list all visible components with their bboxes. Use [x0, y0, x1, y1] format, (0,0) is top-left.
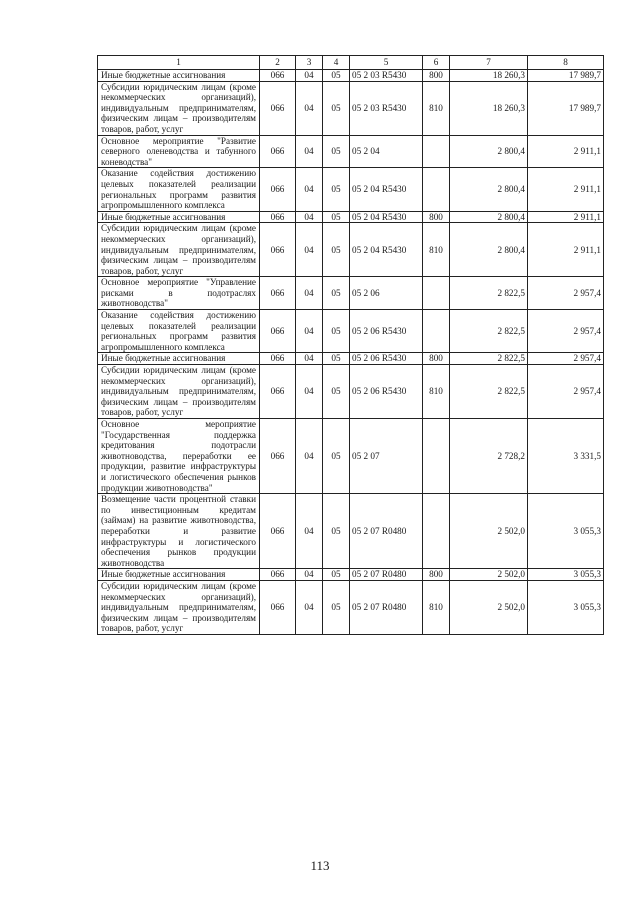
section-code-cell: 04	[296, 494, 323, 569]
section-code-cell: 04	[296, 70, 323, 82]
table-row	[98, 277, 604, 310]
subsection-code-cell: 05	[323, 223, 350, 277]
amount-year2-cell: 3 055,3	[528, 580, 604, 634]
expense-type-cell: 800	[423, 353, 450, 365]
target-article-cell: 05 2 06 R5430	[350, 310, 423, 353]
row-name-cell: Иные бюджетные ассигнования	[98, 211, 260, 223]
expense-type-cell: 810	[423, 580, 450, 634]
row-name-cell: Иные бюджетные ассигнования	[98, 569, 260, 581]
section-code-cell: 04	[296, 580, 323, 634]
row-name-cell: Субсидии юридическим лицам (кроме некоммерческих организаций), индивидуальным предпринимателям, физическим лицам – производителям товаров, работ, услуг	[98, 365, 260, 419]
section-code-cell: 04	[296, 353, 323, 365]
amount-year2-cell: 2 957,4	[528, 365, 604, 419]
amount-year2-cell: 2 957,4	[528, 353, 604, 365]
amount-year1-cell: 2 800,4	[450, 223, 528, 277]
target-article-cell: 05 2 06 R5430	[350, 365, 423, 419]
table-row	[98, 135, 604, 168]
section-code-cell: 04	[296, 277, 323, 310]
amount-year1-cell: 2 502,0	[450, 580, 528, 634]
target-article-cell: 05 2 07 R0480	[350, 580, 423, 634]
target-article-cell: 05 2 07 R0480	[350, 569, 423, 581]
subsection-code-cell: 05	[323, 419, 350, 494]
column-header: 5	[350, 56, 423, 70]
target-article-cell: 05 2 04 R5430	[350, 223, 423, 277]
amount-year2-cell: 2 911,1	[528, 135, 604, 168]
ministry-code-cell: 066	[260, 211, 296, 223]
amount-year2-cell: 2 911,1	[528, 211, 604, 223]
table-row	[98, 168, 604, 211]
subsection-code-cell: 05	[323, 277, 350, 310]
column-header: 2	[260, 56, 296, 70]
ministry-code-cell: 066	[260, 135, 296, 168]
subsection-code-cell: 05	[323, 569, 350, 581]
row-name-cell: Субсидии юридическим лицам (кроме некоммерческих организаций), индивидуальным предпринимателям, физическим лицам – производителям товаров, работ, услуг	[98, 580, 260, 634]
target-article-cell: 05 2 06 R5430	[350, 353, 423, 365]
section-code-cell: 04	[296, 211, 323, 223]
column-header: 4	[323, 56, 350, 70]
expense-type-cell	[423, 277, 450, 310]
amount-year1-cell: 2 502,0	[450, 569, 528, 581]
column-header: 6	[423, 56, 450, 70]
table-row	[98, 569, 604, 581]
section-code-cell: 04	[296, 223, 323, 277]
target-article-cell: 05 2 04 R5430	[350, 168, 423, 211]
amount-year1-cell: 2 800,4	[450, 168, 528, 211]
column-header: 7	[450, 56, 528, 70]
table-row	[98, 494, 604, 569]
target-article-cell: 05 2 07	[350, 419, 423, 494]
amount-year1-cell: 2 822,5	[450, 365, 528, 419]
amount-year1-cell: 18 260,3	[450, 81, 528, 135]
row-name-cell: Иные бюджетные ассигнования	[98, 70, 260, 82]
table-row	[98, 70, 604, 82]
amount-year1-cell: 2 728,2	[450, 419, 528, 494]
subsection-code-cell: 05	[323, 494, 350, 569]
amount-year1-cell: 2 800,4	[450, 135, 528, 168]
table-row	[98, 419, 604, 494]
subsection-code-cell: 05	[323, 70, 350, 82]
ministry-code-cell: 066	[260, 365, 296, 419]
ministry-code-cell: 066	[260, 569, 296, 581]
amount-year1-cell: 2 800,4	[450, 211, 528, 223]
amount-year2-cell: 2 957,4	[528, 310, 604, 353]
column-header: 8	[528, 56, 604, 70]
ministry-code-cell: 066	[260, 277, 296, 310]
ministry-code-cell: 066	[260, 223, 296, 277]
table-row	[98, 211, 604, 223]
target-article-cell: 05 2 04	[350, 135, 423, 168]
target-article-cell: 05 2 06	[350, 277, 423, 310]
ministry-code-cell: 066	[260, 580, 296, 634]
amount-year1-cell: 2 822,5	[450, 310, 528, 353]
section-code-cell: 04	[296, 419, 323, 494]
expense-type-cell: 800	[423, 70, 450, 82]
subsection-code-cell: 05	[323, 310, 350, 353]
amount-year2-cell: 3 055,3	[528, 494, 604, 569]
expense-type-cell: 810	[423, 365, 450, 419]
amount-year2-cell: 3 055,3	[528, 569, 604, 581]
row-name-cell: Субсидии юридическим лицам (кроме некоммерческих организаций), индивидуальным предпринимателям, физическим лицам – производителям товаров, работ, услуг	[98, 81, 260, 135]
expense-type-cell: 810	[423, 81, 450, 135]
subsection-code-cell: 05	[323, 365, 350, 419]
column-header: 3	[296, 56, 323, 70]
amount-year1-cell: 2 502,0	[450, 494, 528, 569]
target-article-cell: 05 2 04 R5430	[350, 211, 423, 223]
section-code-cell: 04	[296, 569, 323, 581]
subsection-code-cell: 05	[323, 135, 350, 168]
table-row	[98, 353, 604, 365]
row-name-cell: Иные бюджетные ассигнования	[98, 353, 260, 365]
column-header: 1	[98, 56, 260, 70]
amount-year2-cell: 2 911,1	[528, 168, 604, 211]
table-row	[98, 223, 604, 277]
subsection-code-cell: 05	[323, 580, 350, 634]
expense-type-cell: 800	[423, 211, 450, 223]
expense-type-cell	[423, 135, 450, 168]
expense-type-cell	[423, 494, 450, 569]
table-row	[98, 81, 604, 135]
section-code-cell: 04	[296, 168, 323, 211]
page-number: 113	[310, 858, 330, 873]
target-article-cell: 05 2 03 R5430	[350, 81, 423, 135]
table-header-row	[98, 56, 604, 70]
table-row	[98, 580, 604, 634]
ministry-code-cell: 066	[260, 70, 296, 82]
amount-year2-cell: 17 989,7	[528, 70, 604, 82]
ministry-code-cell: 066	[260, 494, 296, 569]
subsection-code-cell: 05	[323, 211, 350, 223]
expense-type-cell	[423, 310, 450, 353]
subsection-code-cell: 05	[323, 353, 350, 365]
table-row	[98, 310, 604, 353]
row-name-cell: Основное мероприятие "Развитие северного оленеводства и табунного коневодства"	[98, 135, 260, 168]
amount-year2-cell: 2 957,4	[528, 277, 604, 310]
ministry-code-cell: 066	[260, 81, 296, 135]
expense-type-cell	[423, 168, 450, 211]
ministry-code-cell: 066	[260, 419, 296, 494]
amount-year1-cell: 2 822,5	[450, 353, 528, 365]
amount-year1-cell: 2 822,5	[450, 277, 528, 310]
section-code-cell: 04	[296, 135, 323, 168]
subsection-code-cell: 05	[323, 168, 350, 211]
row-name-cell: Оказание содействия достижению целевых показателей реализации региональных программ развития агропромышленного комплекса	[98, 168, 260, 211]
expense-type-cell: 810	[423, 223, 450, 277]
subsection-code-cell: 05	[323, 81, 350, 135]
ministry-code-cell: 066	[260, 310, 296, 353]
amount-year2-cell: 2 911,1	[528, 223, 604, 277]
expense-type-cell	[423, 419, 450, 494]
ministry-code-cell: 066	[260, 168, 296, 211]
section-code-cell: 04	[296, 81, 323, 135]
row-name-cell: Субсидии юридическим лицам (кроме некоммерческих организаций), индивидуальным предпринимателям, физическим лицам – производителям товаров, работ, услуг	[98, 223, 260, 277]
budget-table	[97, 55, 604, 635]
section-code-cell: 04	[296, 310, 323, 353]
target-article-cell: 05 2 07 R0480	[350, 494, 423, 569]
row-name-cell: Оказание содействия достижению целевых показателей реализации региональных программ развития агропромышленного комплекса	[98, 310, 260, 353]
target-article-cell: 05 2 03 R5430	[350, 70, 423, 82]
ministry-code-cell: 066	[260, 353, 296, 365]
row-name-cell: Основное мероприятие "Управление рисками в подотраслях животноводства"	[98, 277, 260, 310]
expense-type-cell: 800	[423, 569, 450, 581]
table-row	[98, 365, 604, 419]
row-name-cell: Возмещение части процентной ставки по инвестиционным кредитам (займам) на развитие животноводства, переработки и развитие инфраструктуры и логистического обеспечения рынков продукции животноводства	[98, 494, 260, 569]
amount-year2-cell: 17 989,7	[528, 81, 604, 135]
section-code-cell: 04	[296, 365, 323, 419]
amount-year1-cell: 18 260,3	[450, 70, 528, 82]
amount-year2-cell: 3 331,5	[528, 419, 604, 494]
row-name-cell: Основное мероприятие "Государственная поддержка кредитования подотрасли животноводства, переработки ее продукции, развитие инфраструктуры и логистического обеспечения рынков продукции животноводства"	[98, 419, 260, 494]
